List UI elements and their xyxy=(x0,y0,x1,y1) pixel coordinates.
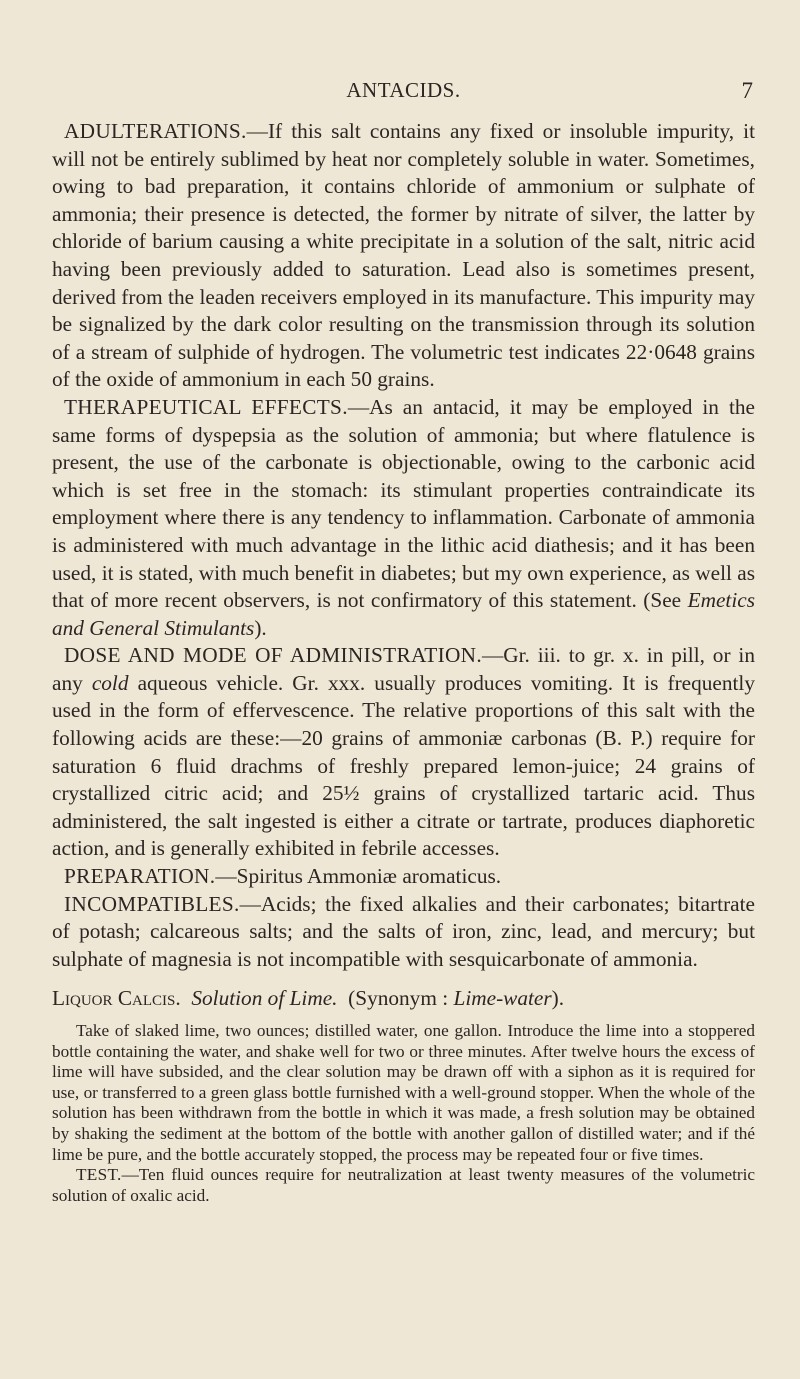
paragraph-recipe: Take of slaked lime, two ounces; distilled water, one gallon. Introduce the lime into a stoppered bottle containing the water, and shake well for two or three minutes. After twelve hours the excess of lime will have subsided, and the clear solution may be drawn off with a siphon as it is required for use, or transferred to a green glass bottle furnished with a well-ground stopper. When the whole of the solution has been withdrawn from the bottle in which it was made, a fresh solution may be obtained by shaking the sediment at the bottom of the bottle with another gallon of distilled water; and if thé lime be pure, and the bottle accurately stopped, the process may be repeated four or five times. xyxy=(52,1021,755,1164)
paragraph-dose xyxy=(52,642,755,863)
paragraph-therapeutical-effects xyxy=(52,394,755,642)
page-number: 7 xyxy=(741,78,753,103)
text-dose-end: aqueous vehicle. Gr. xxx. usually produces vomiting. It is frequently used in the form of effervescence. The relative proportions of this salt with the following acids are these:—20 grains of ammoniæ carbonas (B. P.) require for saturation 6 fluid drachms of freshly prepared lemon-juice; 24 grains of crystallized citric acid; and 25½ grains of crystallized tartaric acid. Thus administered, the salt ingested is either a citrate or tartrate, produces diaphoretic action, and is generally exhibited in febrile accesses. xyxy=(52,670,755,861)
cross-reference: Emetics and General Stimulants xyxy=(52,588,755,640)
heading-therapeutical-effects: THERAPEUTICAL EFFECTS. xyxy=(64,394,348,419)
text-test: —Ten fluid ounces require for neutralization at least twenty measures of the volumetric solution of oxalic acid. xyxy=(52,1165,755,1205)
emphasis-cold: cold xyxy=(91,670,129,695)
paragraph-preparation xyxy=(52,863,755,891)
section-title-liquor-calcis xyxy=(52,985,755,1013)
synonym: Lime-water xyxy=(453,986,552,1011)
text-dose: —Gr. iii. to gr. x. in pill, or in any xyxy=(52,643,755,695)
synonym-label: (Synonym : xyxy=(348,986,449,1011)
paragraph-test xyxy=(52,1165,755,1206)
paragraph-incompatibles xyxy=(52,891,755,974)
liquor-calcis-subtitle: Solution of Lime. xyxy=(191,986,338,1011)
heading-incompatibles: INCOMPATIBLES. xyxy=(64,891,240,916)
text-incompatibles: —Acids; the fixed alkalies and their carbonates; bitartrate of potash; calcareous salts; and the salts of iron, zinc, lead, and mercury; but sulphate of magnesia is not incompatible with sesquicarbonate of ammonia. xyxy=(52,891,755,971)
liquor-calcis-title: Liquor Calcis. xyxy=(52,986,181,1011)
running-title: ANTACIDS. xyxy=(346,78,461,102)
heading-preparation: PREPARATION. xyxy=(64,864,216,889)
heading-test: TEST. xyxy=(76,1165,122,1185)
text-preparation: —Spiritus Ammoniæ aromaticus. xyxy=(215,864,502,889)
text-therapeutical-effects: —As an antacid, it may be employed in the same forms of dyspepsia as the solution of ammonia; but where flatulence is present, the use of the carbonate is objectionable, owing to the carbonic acid which is set free in the stomach: its stimulant properties contraindicate its employment where there is any tendency to inflammation. Carbonate of ammonia is administered with much advantage in the lithic acid diathesis; and it has been used, it is stated, with much benefit in diabetes; but my own experience, as well as that of more recent observers, is not confirmatory of this statement. (See xyxy=(52,394,755,613)
text-adulterations: —If this salt contains any fixed or insoluble impurity, it will not be entirely sublimed by heat nor completely soluble in water. Sometimes, owing to bad preparation, it contains chloride of ammonium or sulphate of ammonia; their presence is detected, the former by nitrate of silver, the latter by chloride of barium causing a white precipitate in a solution of the salt, nitric acid having been previously added to saturation. Lead also is sometimes present, derived from the leaden receivers employed in its manufacture. This impurity may be signalized by the dark color resulting on the transmission through its solution of a stream of sulphide of hydrogen. The volumetric test indicates 22·0648 grains of the oxide of ammonium in each 50 grains. xyxy=(52,119,755,392)
book-page xyxy=(52,78,755,1206)
paragraph-adulterations xyxy=(52,118,755,394)
synonym-close: ). xyxy=(551,986,565,1011)
heading-adulterations: ADULTERATIONS. xyxy=(64,119,247,143)
heading-dose: DOSE AND MODE OF ADMINISTRATION. xyxy=(64,643,482,668)
page-header xyxy=(52,78,755,118)
text-therapeutical-effects-end: ). xyxy=(254,615,267,640)
